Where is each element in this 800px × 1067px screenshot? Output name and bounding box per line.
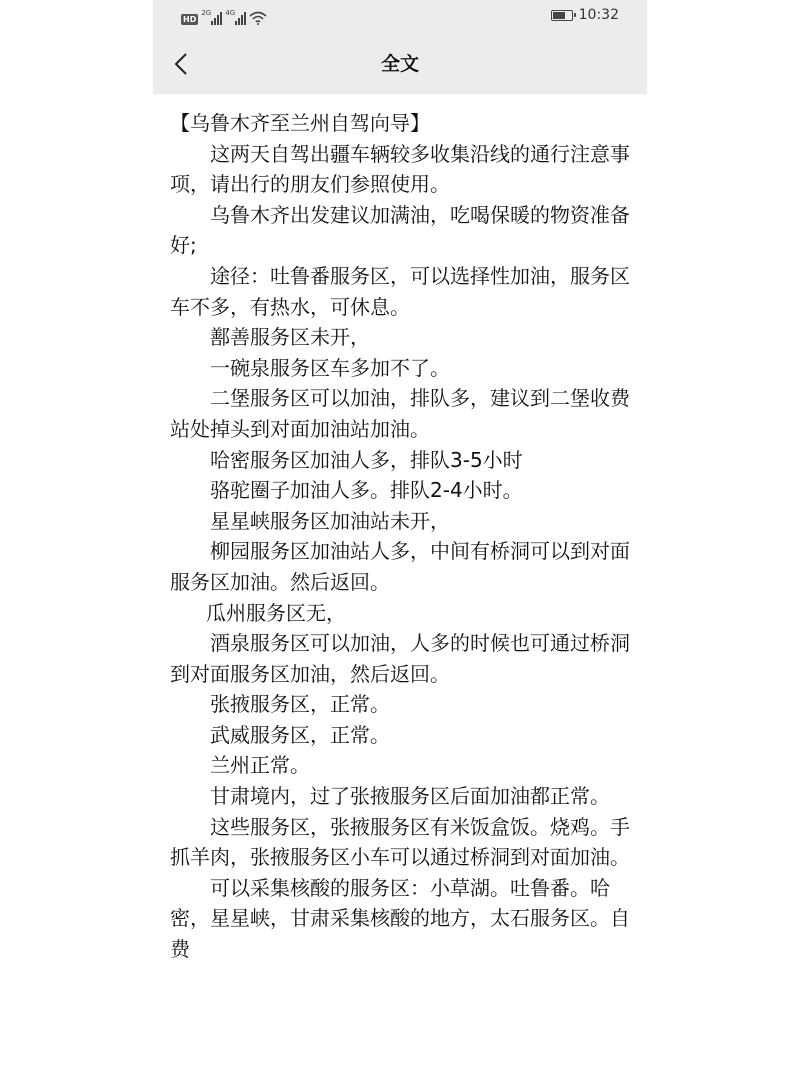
- network-type-label: 4G: [225, 9, 236, 17]
- article-paragraph: 张掖服务区，正常。: [210, 692, 390, 717]
- article-paragraph: 甘肃境内，过了张掖服务区后面加油都正常。: [210, 784, 610, 809]
- hd-icon: HD: [183, 15, 197, 24]
- article-paragraph: 乌鲁木齐出发建议加满油，吃喝保暖的物资准备好;: [170, 202, 630, 258]
- article-paragraph: 酒泉服务区可以加油，人多的时候也可通过桥洞到对面服务区加油，然后返回。: [170, 631, 630, 686]
- article-paragraph: 武威服务区，正常。: [210, 722, 390, 747]
- article-paragraph: 二堡服务区可以加油，排队多，建议到二堡收费站处掉头到对面加油站加油。: [170, 386, 630, 441]
- article-paragraph: 鄯善服务区未开，: [210, 325, 370, 350]
- article-paragraph: 这两天自驾出疆车辆较多收集沿线的通行注意事项，请出行的朋友们参照使用。: [170, 141, 630, 197]
- article-paragraph: 这些服务区，张掖服务区有米饭盒饭。烧鸡。手抓羊肉，张掖服务区小车可以通过桥洞到对面加油。: [170, 814, 630, 870]
- article-paragraph: 可以采集核酸的服务区：小草湖。吐鲁番。哈密，星星峡，甘肃采集核酸的地方，太石服务区。自费: [170, 875, 630, 962]
- article-paragraph: 一碗泉服务区车多加不了。: [210, 355, 450, 380]
- article-paragraph: 星星峡服务区加油站未开，: [210, 508, 450, 533]
- clock: 10:32: [578, 7, 619, 23]
- article-title: 【乌鲁木齐至兰州自驾向导】: [170, 111, 430, 135]
- article-paragraph: 兰州正常。: [210, 753, 310, 778]
- article-paragraph: 哈密服务区加油人多，排队3-5小时: [210, 447, 523, 472]
- article-paragraph: 柳园服务区加油站人多，中间有桥洞可以到对面服务区加油。然后返回。: [170, 539, 630, 594]
- status-right: [551, 7, 619, 23]
- phone-screen: [153, 0, 647, 1067]
- signal-icon: [201, 11, 222, 25]
- battery-icon: [551, 10, 573, 21]
- page-title: 全文: [380, 53, 419, 75]
- signal-icon: [225, 11, 246, 25]
- wifi-icon: [249, 11, 267, 25]
- article-paragraph: 骆驼圈子加油人多。排队2-4小时。: [210, 478, 523, 503]
- nav-bar: [153, 34, 647, 94]
- header: [153, 0, 647, 94]
- status-bar: [153, 0, 647, 34]
- article-paragraph: 途径：吐鲁番服务区，可以选择性加油，服务区车不多，有热水，可休息。: [170, 263, 630, 319]
- article-paragraph: 瓜州服务区无，: [206, 600, 346, 625]
- status-left: [181, 9, 267, 25]
- article-body: [170, 108, 635, 965]
- network-type-label: 2G: [201, 9, 212, 17]
